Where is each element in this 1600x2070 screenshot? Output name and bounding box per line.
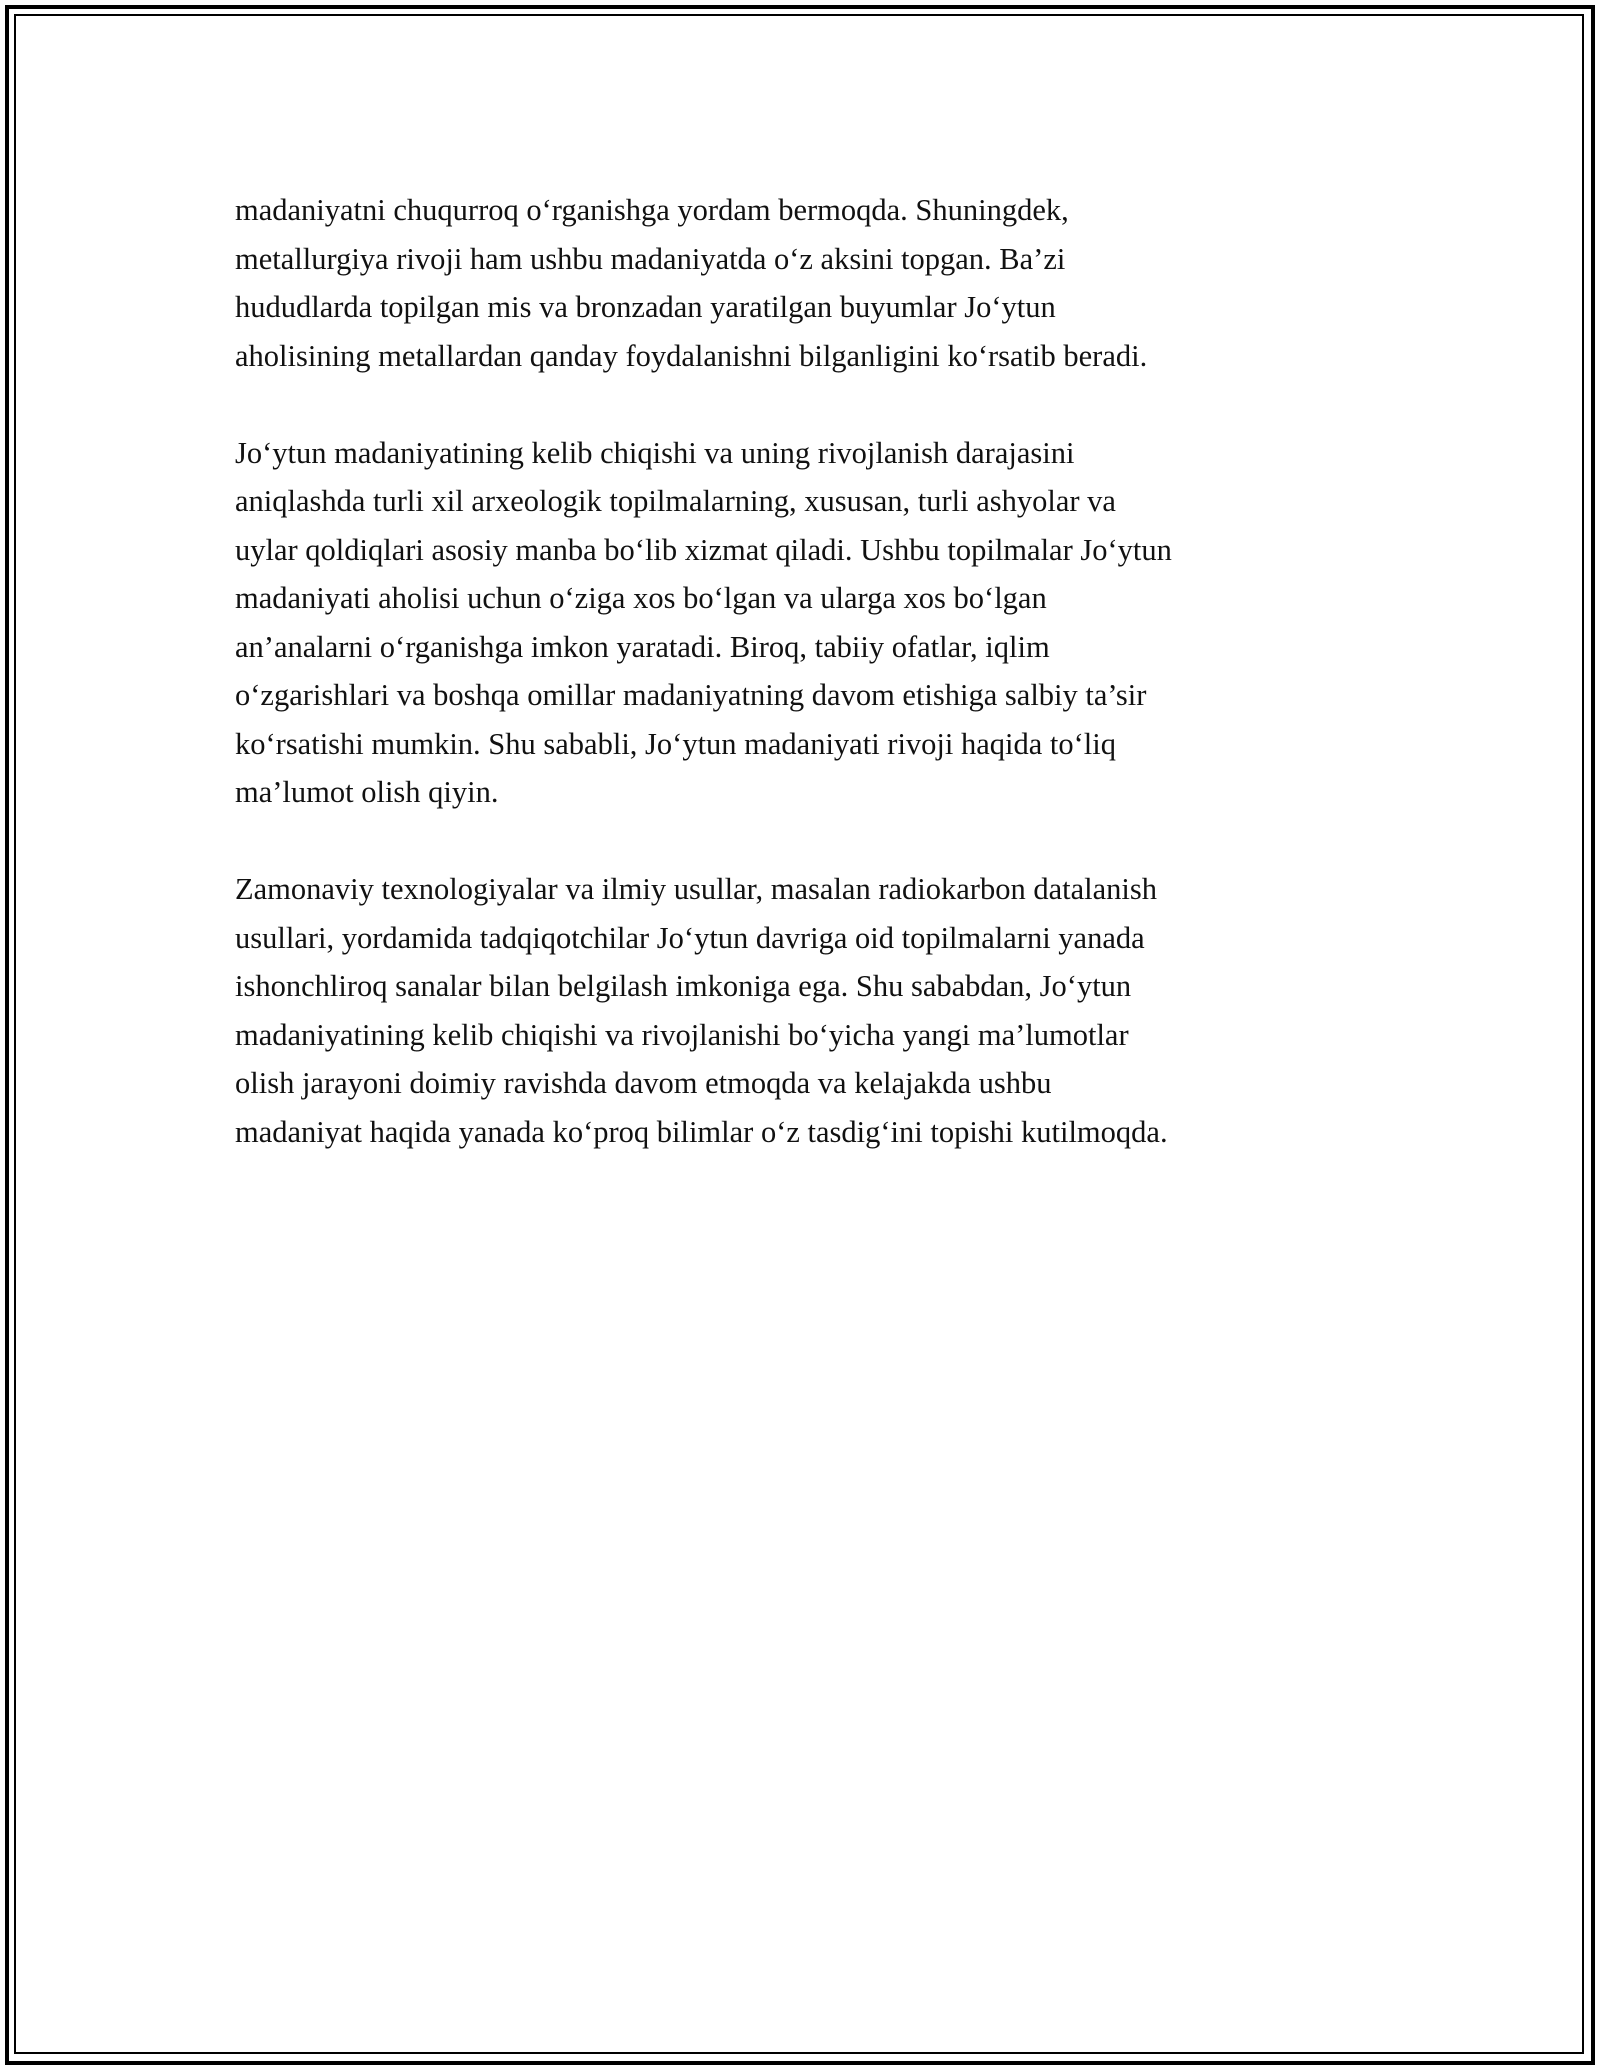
document-body [235,186,1385,1205]
paragraph-3: Zamonaviy texnologiyalar va ilmiy usullar, masalan radiokarbon datalanish usullari, yordamida tadqiqotchilar Jo‘ytun davriga oid topilmalarni yanada ishonchliroq sanalar bilan belgilash imkoniga ega. Shu sababdan, Jo‘ytun madaniyatining kelib chiqishi va rivojlanishi bo‘yicha yangi ma’lumotlar olish jarayoni doimiy ravishda davom etmoqda va kelajakda ushbu madaniyat haqida yanada ko‘proq bilimlar o‘z tasdig‘ini topishi kutilmoqda. [235,872,1168,1149]
paragraph-1: madaniyatni chuqurroq o‘rganishga yordam bermoqda. Shuningdek, metallurgiya rivoji ham ushbu madaniyatda o‘z aksini topgan. Ba’zi hududlarda topilgan mis va bronzadan yaratilgan buyumlar Jo‘ytun aholisining metallardan qanday foydalanishni bilganligini ko‘rsatib beradi. [235,193,1148,373]
paragraph-2: Jo‘ytun madaniyatining kelib chiqishi va uning rivojlanish darajasini aniqlashda turli xil arxeologik topilmalarning, xususan, turli ashyolar va uylar qoldiqlari asosiy manba bo‘lib xizmat qiladi. Ushbu topilmalar Jo‘ytun madaniyati aholisi uchun o‘ziga xos bo‘lgan va ularga xos bo‘lgan an’analarni o‘rganishga imkon yaratadi. Biroq, tabiiy ofatlar, iqlim o‘zgarishlari va boshqa omillar madaniyatning davom etishiga salbiy ta’sir ko‘rsatishi mumkin. Shu sababli, Jo‘ytun madaniyati rivoji haqida to‘liq ma’lumot olish qiyin. [235,435,1172,809]
